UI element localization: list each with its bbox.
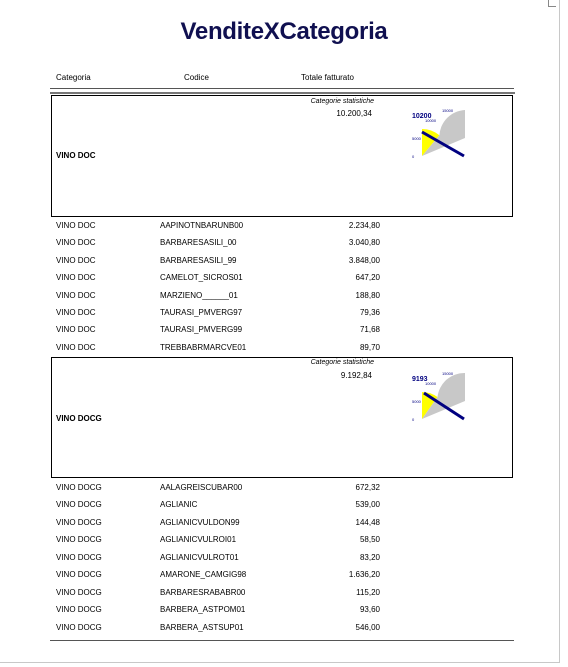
cell-code: AAPINOTNBARUNB00	[160, 221, 244, 230]
gauge-tick-label: 0	[412, 154, 415, 159]
stat-label: Categorie statistiche	[310, 359, 374, 366]
cell-code: TREBBABRMARCVE01	[160, 343, 247, 352]
table-row	[0, 602, 568, 619]
group-name: VINO DOCG	[56, 414, 102, 423]
report-bottom-rule	[50, 640, 514, 641]
table-row	[0, 585, 568, 602]
cell-total: 83,20	[359, 553, 380, 562]
cell-category: VINO DOCG	[56, 500, 102, 509]
table-row	[0, 235, 568, 252]
cell-code: AGLIANIC	[160, 500, 198, 509]
cell-code: BARBERA_ASTSUP01	[160, 623, 244, 632]
cell-code: TAURASI_PMVERG97	[160, 308, 243, 317]
table-row	[0, 218, 568, 235]
table-row	[0, 532, 568, 549]
cell-code: AGLIANICVULROI01	[160, 535, 237, 544]
cell-code: BARBARESASILI_00	[160, 238, 237, 247]
table-row	[0, 480, 568, 497]
stat-value: 10.200,34	[336, 109, 372, 118]
table-row	[0, 288, 568, 305]
cell-category: VINO DOCG	[56, 535, 102, 544]
group-name: VINO DOC	[56, 151, 96, 160]
page-corner	[548, 0, 556, 7]
gauge-chart	[410, 106, 470, 162]
cell-category: VINO DOC	[56, 238, 96, 247]
cell-total: 672,32	[355, 483, 380, 492]
cell-code: TAURASI_PMVERG99	[160, 325, 243, 334]
cell-total: 115,20	[356, 588, 380, 597]
table-row	[0, 620, 568, 637]
cell-category: VINO DOCG	[56, 553, 102, 562]
cell-category: VINO DOCG	[56, 588, 102, 597]
header-code: Codice	[184, 73, 209, 82]
group-header-box	[51, 95, 513, 217]
cell-code: AGLIANICVULDON99	[160, 518, 240, 527]
cell-category: VINO DOC	[56, 273, 96, 282]
cell-total: 89,70	[359, 343, 380, 352]
gauge-tick-label: 10000	[425, 118, 437, 123]
cell-code: BARBARESASILI_99	[160, 256, 237, 265]
cell-code: AALAGREISCUBAR00	[160, 483, 243, 492]
table-row	[0, 270, 568, 287]
header-divider	[50, 88, 514, 89]
cell-total: 3.040,80	[348, 238, 380, 247]
cell-category: VINO DOCG	[56, 623, 102, 632]
table-row	[0, 253, 568, 270]
cell-category: VINO DOCG	[56, 483, 102, 492]
gauge-tick-label: 15000	[442, 371, 454, 376]
cell-category: VINO DOC	[56, 308, 96, 317]
cell-total: 144,48	[355, 518, 380, 527]
cell-total: 188,80	[355, 291, 380, 300]
cell-category: VINO DOC	[56, 221, 96, 230]
group-header-box	[51, 357, 513, 478]
cell-total: 58,50	[359, 535, 380, 544]
cell-category: VINO DOCG	[56, 605, 102, 614]
gauge-value-label: 10200	[412, 113, 432, 120]
cell-category: VINO DOC	[56, 343, 96, 352]
group-top-rule	[50, 92, 515, 94]
cell-total: 1.636,20	[348, 570, 380, 579]
gauge-chart	[410, 369, 470, 425]
table-row	[0, 340, 568, 357]
stat-label: Categorie statistiche	[310, 98, 374, 105]
cell-code: CAMELOT_SICROS01	[160, 273, 243, 282]
cell-total: 647,20	[355, 273, 380, 282]
cell-total: 93,60	[359, 605, 380, 614]
header-total: Totale fatturato	[301, 73, 354, 82]
cell-category: VINO DOCG	[56, 518, 102, 527]
cell-code: MARZIENO______01	[160, 291, 238, 300]
stat-value: 9.192,84	[340, 371, 372, 380]
cell-total: 71,68	[359, 325, 380, 334]
cell-category: VINO DOCG	[56, 570, 102, 579]
cell-code: AMARONE_CAMGIG98	[160, 570, 247, 579]
cell-code: BARBERA_ASTPOM01	[160, 605, 246, 614]
gauge-tick-label: 5000	[412, 399, 421, 404]
gauge-tick-label: 10000	[425, 381, 437, 386]
cell-code: BARBARESRABABR00	[160, 588, 246, 597]
table-row	[0, 515, 568, 532]
cell-total: 3.848,00	[348, 256, 380, 265]
cell-total: 79,36	[359, 308, 380, 317]
cell-category: VINO DOC	[56, 291, 96, 300]
gauge-tick-label: 5000	[412, 136, 421, 141]
table-row	[0, 322, 568, 339]
report-title: VenditeXCategoria	[180, 18, 388, 45]
cell-category: VINO DOC	[56, 325, 96, 334]
table-row	[0, 567, 568, 584]
cell-code: AGLIANICVULROT01	[160, 553, 239, 562]
table-row	[0, 550, 568, 567]
cell-total: 2.234,80	[348, 221, 380, 230]
table-row	[0, 305, 568, 322]
cell-category: VINO DOC	[56, 256, 96, 265]
cell-total: 539,00	[355, 500, 380, 509]
gauge-tick-label: 0	[412, 417, 415, 422]
table-row	[0, 497, 568, 514]
gauge-value-label: 9193	[412, 376, 428, 383]
cell-total: 546,00	[355, 623, 380, 632]
gauge-tick-label: 15000	[442, 108, 454, 113]
header-category: Categoria	[56, 73, 91, 82]
